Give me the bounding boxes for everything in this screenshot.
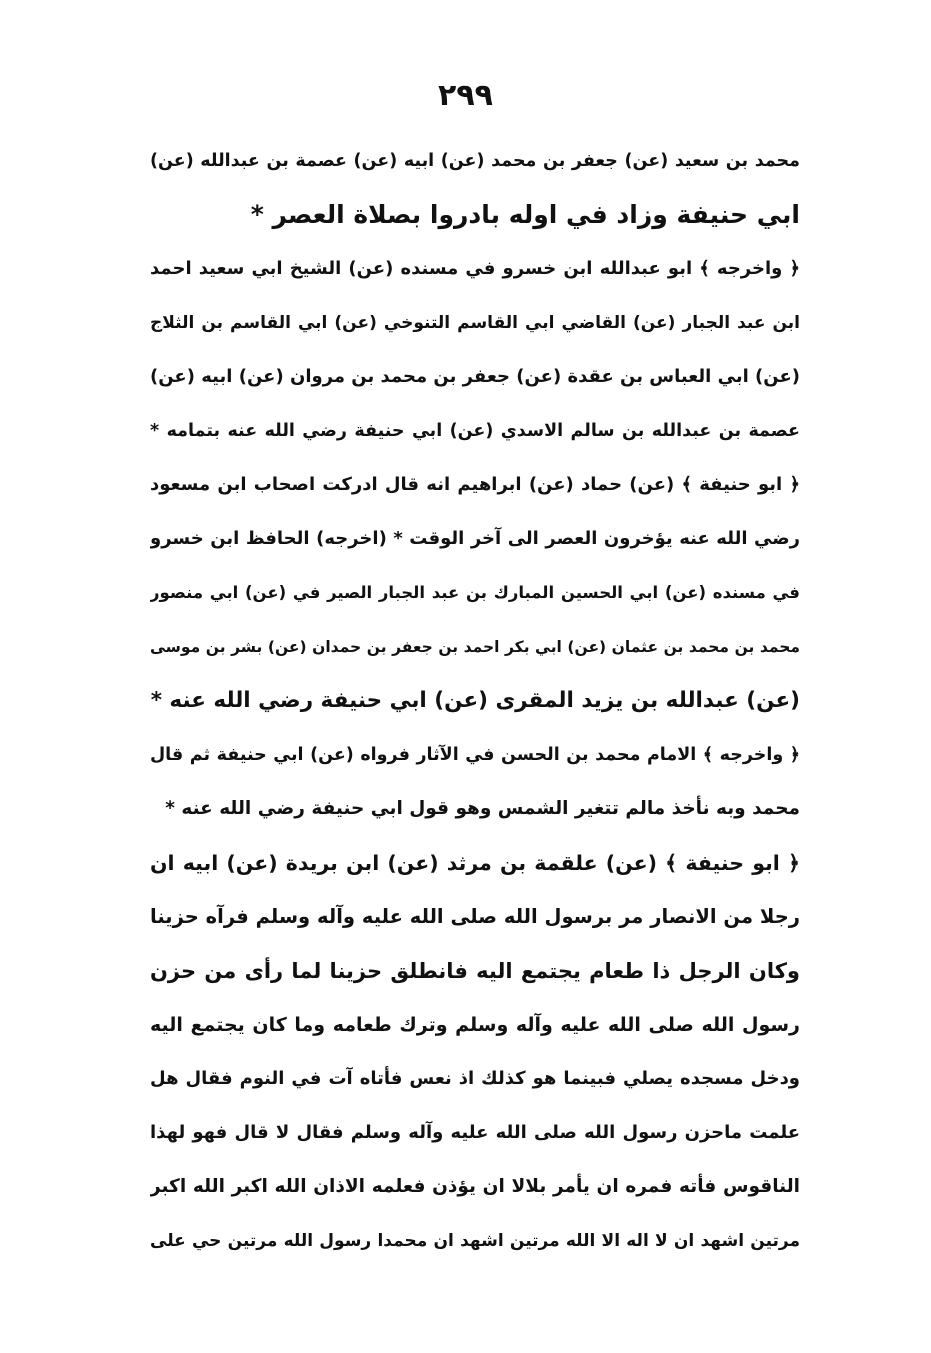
text-line: ﴿ ابو حنيفة ﴾ (عن) حماد (عن) ابراهيم انه قال ادركت اصحاب ابن مسعود bbox=[150, 474, 800, 495]
text-line: محمد وبه نأخذ مالم تتغير الشمس وهو قول ابي حنيفة رضي الله عنه * bbox=[165, 798, 800, 819]
text-line: محمد بن محمد بن عثمان (عن) ابي بكر احمد بن جعفر بن حمدان (عن) بشر بن موسى bbox=[150, 638, 800, 656]
text-line: ﴿ واخرجه ﴾ ابو عبدالله ابن خسرو في مسنده (عن) الشيخ ابي سعيد احمد bbox=[150, 258, 800, 279]
text-line: محمد بن سعيد (عن) جعفر بن محمد (عن) ابيه (عن) عصمة بن عبدالله (عن) bbox=[150, 151, 800, 171]
text-line: ابن عبد الجبار (عن) القاضي ابي القاسم التنوخي (عن) ابي القاسم بن الثلاج bbox=[150, 313, 800, 333]
text-line: في مسنده (عن) ابي الحسين المبارك بن عبد الجبار الصير في (عن) ابي منصور bbox=[150, 583, 800, 602]
text-line: (عن) ابي العباس بن عقدة (عن) جعفر بن محمد بن مروان (عن) ابيه (عن) bbox=[150, 366, 800, 387]
text-line: وكان الرجل ذا طعام يجتمع اليه فانطلق حزينا لما رأى من حزن bbox=[150, 959, 800, 983]
text-line: (عن) عبدالله بن يزيد المقرى (عن) ابي حنيفة رضي الله عنه * bbox=[150, 688, 800, 713]
text-line: ﴿ ابو حنيفة ﴾ (عن) علقمة بن مرثد (عن) ابن بريدة (عن) ابيه ان bbox=[150, 851, 800, 875]
text-line: مرتين اشهد ان لا اله الا الله مرتين اشهد ان محمدا رسول الله مرتين حي على bbox=[150, 1231, 800, 1251]
text-line: الناقوس فأته فمره ان يأمر بلالا ان يؤذن فعلمه الاذان الله اكبر الله اكبر bbox=[150, 1176, 800, 1197]
text-line: رسول الله صلى الله عليه وآله وسلم وترك طعامه وما كان يجتمع اليه bbox=[150, 1014, 800, 1036]
page-number: ٢٩٩ bbox=[438, 78, 493, 113]
text-line: ودخل مسجده يصلي فبينما هو كذلك اذ نعس فأتاه آت في النوم فقال هل bbox=[150, 1068, 800, 1089]
page-text bbox=[150, 134, 800, 1268]
text-line: ابي حنيفة وزاد في اوله بادروا بصلاة العصر * bbox=[250, 200, 800, 229]
text-line: علمت ماحزن رسول الله صلى الله عليه وآله وسلم فقال لا قال فهو لهذا bbox=[150, 1122, 800, 1143]
text-line: ﴿ واخرجه ﴾ الامام محمد بن الحسن في الآثار فرواه (عن) ابي حنيفة ثم قال bbox=[150, 745, 800, 765]
text-line: رضي الله عنه يؤخرون العصر الى آخر الوقت * (اخرجه) الحافظ ابن خسرو bbox=[150, 528, 800, 549]
text-line: رجلا من الانصار مر برسول الله صلى الله عليه وآله وسلم فرآه حزينا bbox=[150, 905, 800, 928]
text-line: عصمة بن عبدالله بن سالم الاسدي (عن) ابي حنيفة رضي الله عنه بتمامه * bbox=[150, 421, 800, 441]
